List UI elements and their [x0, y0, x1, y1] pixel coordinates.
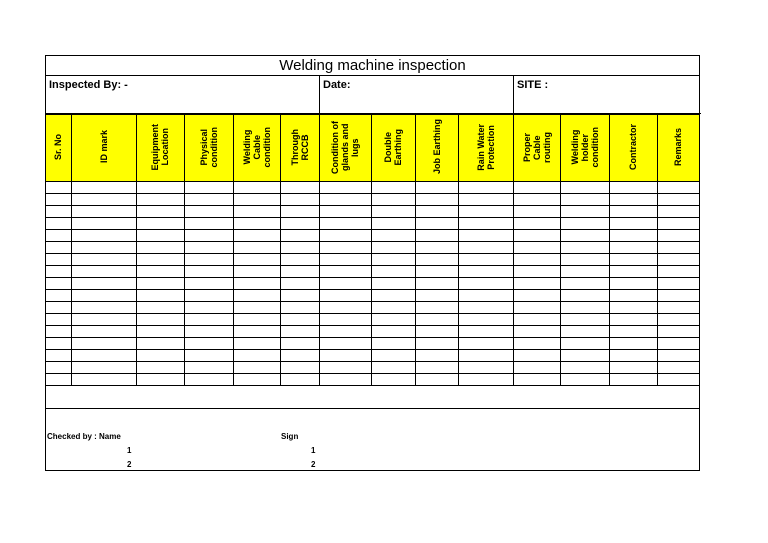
table-cell[interactable]: [458, 374, 513, 386]
table-row: [46, 218, 699, 230]
col-header-id-mark: ID mark: [71, 115, 136, 182]
sign-line-2: 2: [311, 460, 316, 469]
table-cell[interactable]: [371, 374, 415, 386]
table-cell[interactable]: [319, 326, 371, 338]
table-cell[interactable]: [415, 218, 458, 230]
col-header-contractor: Contractor: [609, 115, 657, 182]
table-cell[interactable]: [319, 206, 371, 218]
table-cell[interactable]: [513, 266, 560, 278]
table-cell[interactable]: [415, 242, 458, 254]
col-header-welding-holder-condition: Welding holder condition: [560, 115, 609, 182]
table-cell[interactable]: [415, 314, 458, 326]
table-cell[interactable]: [184, 242, 233, 254]
table-cell[interactable]: [71, 374, 136, 386]
table-cell[interactable]: [560, 374, 609, 386]
table-cell[interactable]: [136, 230, 184, 242]
table-cell[interactable]: [415, 290, 458, 302]
table-cell[interactable]: [280, 290, 319, 302]
table-cell[interactable]: [560, 314, 609, 326]
table-cell[interactable]: [415, 206, 458, 218]
table-cell[interactable]: [280, 326, 319, 338]
table-cell[interactable]: [415, 326, 458, 338]
table-cell[interactable]: [319, 194, 371, 206]
table-cell[interactable]: [415, 362, 458, 374]
table-cell[interactable]: [609, 182, 657, 194]
table-cell[interactable]: [458, 218, 513, 230]
col-header-remarks: Remarks: [657, 115, 699, 182]
table-cell[interactable]: [560, 266, 609, 278]
table-cell[interactable]: [560, 362, 609, 374]
table-cell[interactable]: [371, 266, 415, 278]
table-cell[interactable]: [560, 194, 609, 206]
table-cell[interactable]: [280, 362, 319, 374]
table-cell[interactable]: [657, 374, 699, 386]
signature-footer: [46, 408, 699, 471]
table-cell[interactable]: [136, 182, 184, 194]
table-cell[interactable]: [371, 290, 415, 302]
table-cell[interactable]: [415, 266, 458, 278]
table-cell[interactable]: [280, 350, 319, 362]
col-header-through-rccb: Through RCCB: [280, 115, 319, 182]
table-cell[interactable]: [184, 278, 233, 290]
table-cell[interactable]: [371, 254, 415, 266]
table-cell[interactable]: [513, 350, 560, 362]
table-cell[interactable]: [233, 338, 280, 350]
table-cell[interactable]: [371, 338, 415, 350]
table-cell[interactable]: [560, 350, 609, 362]
table-cell[interactable]: [184, 350, 233, 362]
table-cell[interactable]: [280, 230, 319, 242]
table-cell[interactable]: [657, 194, 699, 206]
table-cell[interactable]: [280, 242, 319, 254]
table-row: [46, 290, 699, 302]
table-cell[interactable]: [319, 302, 371, 314]
table-cell[interactable]: [415, 194, 458, 206]
table-cell[interactable]: [513, 290, 560, 302]
table-cell[interactable]: [415, 374, 458, 386]
table-cell[interactable]: [560, 206, 609, 218]
table-cell[interactable]: [609, 266, 657, 278]
table-cell[interactable]: [657, 362, 699, 374]
table-cell[interactable]: [458, 182, 513, 194]
table-cell[interactable]: [319, 278, 371, 290]
table-cell[interactable]: [233, 362, 280, 374]
table-cell[interactable]: [371, 206, 415, 218]
table-cell[interactable]: [319, 314, 371, 326]
table-cell[interactable]: [458, 242, 513, 254]
table-row: [46, 230, 699, 242]
table-cell[interactable]: [71, 302, 136, 314]
table-cell[interactable]: [609, 362, 657, 374]
table-cell[interactable]: [184, 206, 233, 218]
table-cell[interactable]: [319, 218, 371, 230]
table-cell[interactable]: [136, 242, 184, 254]
checked-by-line-1: 1: [127, 446, 132, 455]
table-cell[interactable]: [184, 302, 233, 314]
table-cell[interactable]: [458, 350, 513, 362]
table-cell[interactable]: [371, 302, 415, 314]
table-cell[interactable]: [136, 266, 184, 278]
table-cell[interactable]: [46, 326, 71, 338]
col-header-glands-lugs: Condition of glands and lugs: [319, 115, 371, 182]
table-cell[interactable]: [458, 302, 513, 314]
table-cell[interactable]: [458, 290, 513, 302]
table-cell[interactable]: [233, 290, 280, 302]
table-cell[interactable]: [371, 326, 415, 338]
table-cell[interactable]: [657, 242, 699, 254]
table-cell[interactable]: [560, 338, 609, 350]
table-row: [46, 314, 699, 326]
table-cell[interactable]: [280, 374, 319, 386]
table-cell[interactable]: [458, 278, 513, 290]
table-cell[interactable]: [136, 278, 184, 290]
table-cell[interactable]: [371, 182, 415, 194]
table-cell[interactable]: [513, 302, 560, 314]
table-cell[interactable]: [560, 326, 609, 338]
table-cell[interactable]: [609, 290, 657, 302]
table-cell[interactable]: [71, 362, 136, 374]
table-cell[interactable]: [233, 314, 280, 326]
table-cell[interactable]: [280, 206, 319, 218]
table-cell[interactable]: [513, 230, 560, 242]
site-field: SITE :: [514, 76, 701, 114]
col-header-welding-cable-condition: Welding Cable condition: [233, 115, 280, 182]
table-cell[interactable]: [233, 218, 280, 230]
table-cell[interactable]: [371, 278, 415, 290]
table-cell[interactable]: [458, 206, 513, 218]
table-cell[interactable]: [280, 314, 319, 326]
table-cell[interactable]: [136, 314, 184, 326]
table-cell[interactable]: [233, 242, 280, 254]
table-cell[interactable]: [415, 302, 458, 314]
table-cell[interactable]: [319, 230, 371, 242]
table-cell[interactable]: [46, 362, 71, 374]
table-cell[interactable]: [415, 254, 458, 266]
table-cell[interactable]: [280, 278, 319, 290]
table-cell[interactable]: [458, 266, 513, 278]
table-row: [46, 242, 699, 254]
col-header-equipment-location: Equipment Location: [136, 115, 184, 182]
table-row: [46, 326, 699, 338]
table-cell[interactable]: [513, 278, 560, 290]
table-cell[interactable]: [136, 326, 184, 338]
table-cell[interactable]: [46, 350, 71, 362]
table-cell[interactable]: [71, 338, 136, 350]
table-cell[interactable]: [657, 182, 699, 194]
table-cell[interactable]: [657, 230, 699, 242]
table-cell[interactable]: [136, 206, 184, 218]
table-cell[interactable]: [46, 206, 71, 218]
table-cell[interactable]: [458, 338, 513, 350]
table-cell[interactable]: [319, 362, 371, 374]
table-cell[interactable]: [233, 326, 280, 338]
table-cell[interactable]: [513, 194, 560, 206]
table-cell[interactable]: [609, 242, 657, 254]
table-cell[interactable]: [415, 278, 458, 290]
table-cell[interactable]: [280, 254, 319, 266]
table-cell[interactable]: [415, 182, 458, 194]
table-cell[interactable]: [71, 218, 136, 230]
table-cell[interactable]: [415, 230, 458, 242]
table-row: [46, 362, 699, 374]
table-cell[interactable]: [184, 182, 233, 194]
table-cell[interactable]: [371, 230, 415, 242]
table-cell[interactable]: [319, 338, 371, 350]
table-cell[interactable]: [513, 182, 560, 194]
table-cell[interactable]: [657, 338, 699, 350]
table-cell[interactable]: [136, 218, 184, 230]
sign-label: Sign: [281, 432, 299, 441]
table-row: [46, 206, 699, 218]
table-cell[interactable]: [560, 230, 609, 242]
table-row: [46, 374, 699, 386]
table-cell[interactable]: [560, 254, 609, 266]
table-cell[interactable]: [371, 350, 415, 362]
table-cell[interactable]: [657, 350, 699, 362]
date-field: Date:: [320, 76, 514, 114]
table-cell[interactable]: [71, 254, 136, 266]
table-cell[interactable]: [609, 194, 657, 206]
table-cell[interactable]: [458, 314, 513, 326]
table-row: [46, 266, 699, 278]
table-cell[interactable]: [184, 314, 233, 326]
table-cell[interactable]: [609, 206, 657, 218]
table-cell[interactable]: [371, 362, 415, 374]
table-cell[interactable]: [233, 182, 280, 194]
table-cell[interactable]: [184, 254, 233, 266]
table-cell[interactable]: [513, 206, 560, 218]
table-cell[interactable]: [609, 338, 657, 350]
table-cell[interactable]: [513, 242, 560, 254]
table-cell[interactable]: [46, 182, 71, 194]
table-cell[interactable]: [513, 338, 560, 350]
table-cell[interactable]: [609, 374, 657, 386]
col-header-proper-cable-routing: Proper Cable routing: [513, 115, 560, 182]
table-cell[interactable]: [458, 194, 513, 206]
table-cell[interactable]: [184, 266, 233, 278]
table-cell[interactable]: [136, 350, 184, 362]
table-cell[interactable]: [71, 182, 136, 194]
table-row: [46, 338, 699, 350]
table-cell[interactable]: [657, 254, 699, 266]
table-cell[interactable]: [280, 194, 319, 206]
table-cell[interactable]: [513, 326, 560, 338]
table-cell[interactable]: [371, 218, 415, 230]
table-cell[interactable]: [184, 230, 233, 242]
checked-by-label: Checked by : Name: [47, 432, 121, 441]
table-cell[interactable]: [46, 302, 71, 314]
table-cell[interactable]: [458, 362, 513, 374]
table-cell[interactable]: [136, 362, 184, 374]
table-cell[interactable]: [319, 290, 371, 302]
table-cell[interactable]: [513, 374, 560, 386]
table-cell[interactable]: [136, 338, 184, 350]
table-cell[interactable]: [184, 194, 233, 206]
table-cell[interactable]: [560, 290, 609, 302]
table-row: [46, 194, 699, 206]
table-cell[interactable]: [184, 374, 233, 386]
table-cell[interactable]: [184, 326, 233, 338]
table-cell[interactable]: [184, 338, 233, 350]
table-cell[interactable]: [46, 218, 71, 230]
table-cell[interactable]: [46, 194, 71, 206]
table-cell[interactable]: [657, 278, 699, 290]
table-cell[interactable]: [657, 302, 699, 314]
table-cell[interactable]: [609, 254, 657, 266]
checked-by-line-2: 2: [127, 460, 132, 469]
table-cell[interactable]: [458, 326, 513, 338]
table-cell[interactable]: [233, 254, 280, 266]
table-cell[interactable]: [458, 230, 513, 242]
table-cell[interactable]: [319, 374, 371, 386]
table-row: [46, 278, 699, 290]
header-row: [46, 115, 699, 182]
table-cell[interactable]: [233, 302, 280, 314]
table-cell[interactable]: [71, 314, 136, 326]
table-cell[interactable]: [280, 182, 319, 194]
table-cell[interactable]: [657, 290, 699, 302]
table-cell[interactable]: [657, 266, 699, 278]
table-cell[interactable]: [609, 314, 657, 326]
table-cell[interactable]: [233, 194, 280, 206]
table-cell[interactable]: [71, 278, 136, 290]
col-header-sr-no: Sr. No: [46, 115, 71, 182]
table-cell[interactable]: [46, 278, 71, 290]
table-cell[interactable]: [233, 206, 280, 218]
table-cell[interactable]: [371, 242, 415, 254]
table-cell[interactable]: [609, 278, 657, 290]
table-cell[interactable]: [280, 302, 319, 314]
table-cell[interactable]: [319, 266, 371, 278]
col-header-rain-water-protection: Rain Water Protection: [458, 115, 513, 182]
inspection-sheet: [45, 55, 700, 471]
table-cell[interactable]: [136, 254, 184, 266]
inspected-by-field: Inspected By: -: [46, 76, 320, 114]
table-cell[interactable]: [233, 374, 280, 386]
table-cell[interactable]: [280, 338, 319, 350]
table-cell[interactable]: [46, 338, 71, 350]
table-cell[interactable]: [280, 266, 319, 278]
sign-line-1: 1: [311, 446, 316, 455]
col-header-double-earthing: Double Earthing: [371, 115, 415, 182]
table-cell[interactable]: [609, 302, 657, 314]
table-row: [46, 254, 699, 266]
table-cell[interactable]: [71, 230, 136, 242]
col-header-job-earthing: Job Earthing: [415, 115, 458, 182]
table-cell[interactable]: [319, 254, 371, 266]
table-cell[interactable]: [657, 314, 699, 326]
table-cell[interactable]: [71, 266, 136, 278]
table-cell[interactable]: [560, 302, 609, 314]
table-row: [46, 182, 699, 194]
table-cell[interactable]: [657, 326, 699, 338]
table-cell[interactable]: [71, 350, 136, 362]
table-cell[interactable]: [609, 326, 657, 338]
table-cell[interactable]: [513, 218, 560, 230]
table-cell[interactable]: [319, 182, 371, 194]
table-cell[interactable]: [609, 218, 657, 230]
table-cell[interactable]: [560, 242, 609, 254]
table-cell[interactable]: [371, 314, 415, 326]
col-header-physical-condition: Physical condition: [184, 115, 233, 182]
table-cell[interactable]: [184, 218, 233, 230]
table-cell[interactable]: [560, 218, 609, 230]
table-cell[interactable]: [458, 254, 513, 266]
table-cell[interactable]: [46, 230, 71, 242]
table-cell[interactable]: [371, 194, 415, 206]
table-cell[interactable]: [71, 242, 136, 254]
table-cell[interactable]: [319, 242, 371, 254]
table-cell[interactable]: [609, 230, 657, 242]
table-cell[interactable]: [184, 362, 233, 374]
table-cell[interactable]: [136, 194, 184, 206]
table-cell[interactable]: [657, 206, 699, 218]
table-cell[interactable]: [46, 374, 71, 386]
table-cell[interactable]: [46, 266, 71, 278]
table-cell[interactable]: [609, 350, 657, 362]
table-cell[interactable]: [560, 182, 609, 194]
table-cell[interactable]: [513, 314, 560, 326]
table-cell[interactable]: [46, 242, 71, 254]
table-cell[interactable]: [233, 350, 280, 362]
table-cell[interactable]: [71, 206, 136, 218]
table-cell[interactable]: [280, 218, 319, 230]
inspection-table: [46, 114, 699, 386]
table-cell[interactable]: [136, 302, 184, 314]
table-cell[interactable]: [233, 266, 280, 278]
table-row: [46, 302, 699, 314]
table-cell[interactable]: [233, 230, 280, 242]
table-cell[interactable]: [46, 290, 71, 302]
table-cell[interactable]: [71, 290, 136, 302]
table-cell[interactable]: [415, 350, 458, 362]
table-cell[interactable]: [136, 374, 184, 386]
table-cell[interactable]: [513, 254, 560, 266]
table-cell[interactable]: [415, 338, 458, 350]
sheet-title: Welding machine inspection: [46, 56, 699, 76]
table-cell[interactable]: [71, 194, 136, 206]
table-cell[interactable]: [46, 314, 71, 326]
table-cell[interactable]: [233, 278, 280, 290]
table-row: [46, 350, 699, 362]
table-cell[interactable]: [184, 290, 233, 302]
table-cell[interactable]: [71, 326, 136, 338]
table-cell[interactable]: [657, 218, 699, 230]
table-cell[interactable]: [560, 278, 609, 290]
table-cell[interactable]: [136, 290, 184, 302]
table-cell[interactable]: [46, 254, 71, 266]
table-cell[interactable]: [319, 350, 371, 362]
table-cell[interactable]: [513, 362, 560, 374]
